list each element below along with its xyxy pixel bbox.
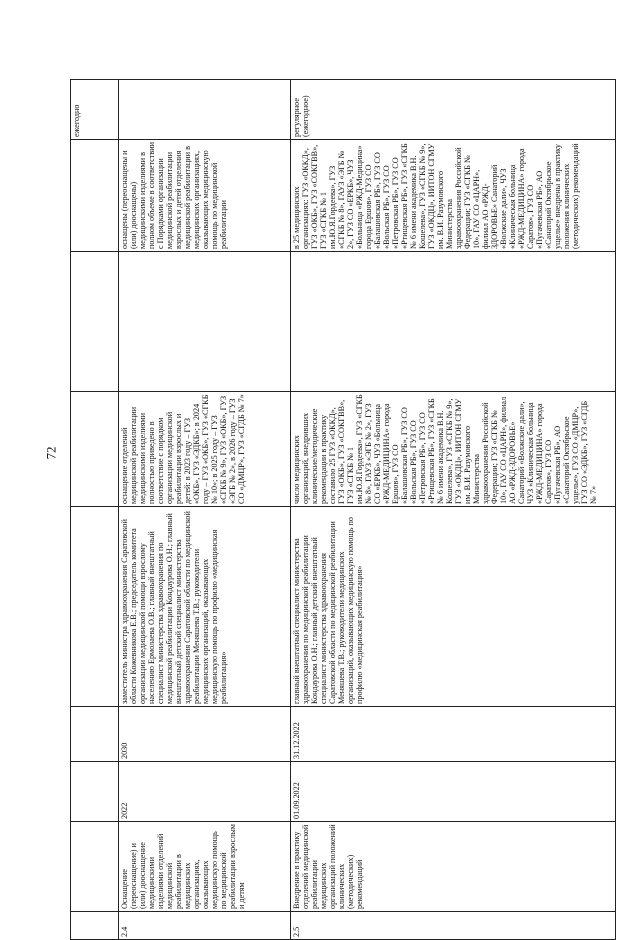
start-cell	[71, 762, 119, 822]
period-cell	[119, 80, 291, 140]
start-cell: 2022	[119, 762, 291, 822]
result-cell: число медицинских организаций, внедривших клинические/методические рекомендации в практику составило 25 ГУЗ «ОККД», ГУЗ «ОКБ», ГУЗ «СОКГВВ», ГУЗ «СГКБ № 1 им.Ю.Я.Гордеева», ГУЗ «СГКБ № 8», ГАУЗ «ЭГБ № 2», ГУЗ СО «ЕРКБ», ЧУЗ «Больница «РЖД-МЕДИЦИНА» города Ершов», ГУЗ СО «Балашовская РБ», ГУЗ СО «Вольская РБ», ГУЗ СО «Петровская РБ», ГУЗ СО «Ртищевская РБ», ГУЗ «СГКБ № 6 имени академика В.Н. Кошелева», ГУЗ «СГКБ № 9», ГУЗ «ОКДЦ», ИИТОН СГМУ им. В.И. Разумовского Министерства здравоохранения Российской Федерации; ГУЗ «СГКБ № 10», ГАУ СО «ЦАРН», филиал АО «РЖД-ЗДОРОВЬЕ» Санаторий «Волжские дали», ЧУЗ «Клиническая больница «РЖД-МЕДИЦИНА» города Саратов», ГУЗ СО «Пугачевская РБ», АО «Санаторий Октябрьское ущелье», ГУЗ СО «ДМЦР», ГУЗ СО «ЭДКБ», ГУЗ «СГДБ № 7»	[291, 392, 616, 507]
table-row	[291, 80, 616, 940]
activity-cell: Оснащение (переоснащение) и (или) дооснащение медицинскими изделиями отделений медицинской реабилитации в медицинских организациях, оказывающих медицинскую помощь по медицинской реабилитации взрослым и детям	[119, 822, 291, 912]
participants-cell	[71, 252, 119, 392]
responsible-cell	[71, 507, 119, 707]
participants-cell	[291, 252, 616, 392]
responsible-cell: главный внештатный специалист министерства здравоохранения по медицинской реабилитации Кондаурова О.Н.; главный детский внештатный специалист министерства здравоохранения Саратовской области по медицинской реабилитации Меняшева Т.В.; руководители медицинских организаций, оказывающих медицинскую помощь по профилю «медицинская реабилитация»	[291, 507, 616, 707]
start-cell: 01.09.2022	[291, 762, 616, 822]
page-number: 72	[43, 446, 59, 460]
document-table	[70, 80, 615, 940]
result-cell: оснащение отделений медицинской реабилитации медицинскими изделиями полностью приведено в соответствие с порядком организации медицинской реабилитации взрослых и детей: в 2023 году – ГУЗ «ОКБ», ГУЗ «ЭДКБ»; в 2024 году – ГУЗ «ОКБ», ГУЗ «СГКБ № 10»; в 2025 году – ГУЗ «СГКБ № 9», ГУЗ «ОКБ», ГУЗ «ЭГБ № 2», в 2026 году – ГУЗ СО «ДМЦР», ГУЗ «СГДБ № 7»	[119, 392, 291, 507]
period-cell: регулярное (ежегодное)	[291, 80, 616, 140]
result-cell	[71, 392, 119, 507]
row-number: 2.4	[119, 912, 291, 940]
end-cell: 2030	[119, 707, 291, 762]
responsible-cell: заместитель министра здравоохранения Саратовской области Кожевникова Е.В.; председатель комитета организации медицинской помощи взрослому населению Ермолаева О.В.; главный внештатный специалист министерства здравоохранения по медицинской реабилитации Кондаурова О.Н.; главный внештатный детский специалист министерства здравоохранения Саратовской области по медицинской реабилитации Меняшева Т.В.; руководители медицинских организаций, оказывающих медицинскую помощь по профилю «медицинская реабилитация»	[119, 507, 291, 707]
participants-cell	[119, 252, 291, 392]
period-cell: ежегодно	[71, 80, 119, 140]
row-number: 2.5	[291, 912, 616, 940]
indicator-cell: в 25 медицинских организациях: ГУЗ «ОККД», ГУЗ «ОКБ», ГУЗ «СОКГВВ», ГУЗ «СГКБ № 1 им.Ю.Я.Гордеева», ГУЗ «СГКБ № 8», ГАУЗ «ЭГБ № 2», ГУЗ СО «ЕРКБ», ЧУЗ «Больница «РЖД-Медицина» города Ершов», ГУЗ СО «Балашовская РБ», ГУЗ СО «Вольская РБ», ГУЗ СО «Петровская РБ», ГУЗ СО «Ртищевская РБ», ГУЗ «СГКБ № 6 имени академика В.Н. Кошелева», ГУЗ «СГКБ № 9», ГУЗ «ОКДЦ», ИИТОН СГМУ им. В.И. Разумовского Министерства здравоохранения Российской Федерации; ГУЗ «СГКБ № 10», ГАУ СО «ЦАРН», филиал АО «РЖД-ЗДОРОВЬЕ» Санаторий «Волжские дали», ЧУЗ «Клиническая больница «РЖД-МЕДИЦИНА» города Саратов», ГУЗ СО «Пугачевская РБ», АО «Санаторий Октябрьское ущелье» внедрены в практику положения клинических (методических) рекомендаций	[291, 140, 616, 252]
activity-cell	[71, 822, 119, 912]
row-number	[71, 912, 119, 940]
table-row	[119, 80, 291, 940]
end-cell: 31.12.2022	[291, 707, 616, 762]
table-row	[71, 80, 119, 940]
activity-cell: Внедрение в практику отделений медицинской реабилитации медицинских организаций положений клинических (методических) рекомендаций	[291, 822, 616, 912]
end-cell	[71, 707, 119, 762]
indicator-cell: оснащены (переоснащены и (или) дооснащены) медицинскими изделиями в полном объеме в соответствии с Порядками организации медицинской реабилитации взрослых и детей отделения медицинской реабилитации в медицинских организациях, оказывающих медицинскую помощь по медицинской реабилитации	[119, 140, 291, 252]
indicator-cell	[71, 140, 119, 252]
